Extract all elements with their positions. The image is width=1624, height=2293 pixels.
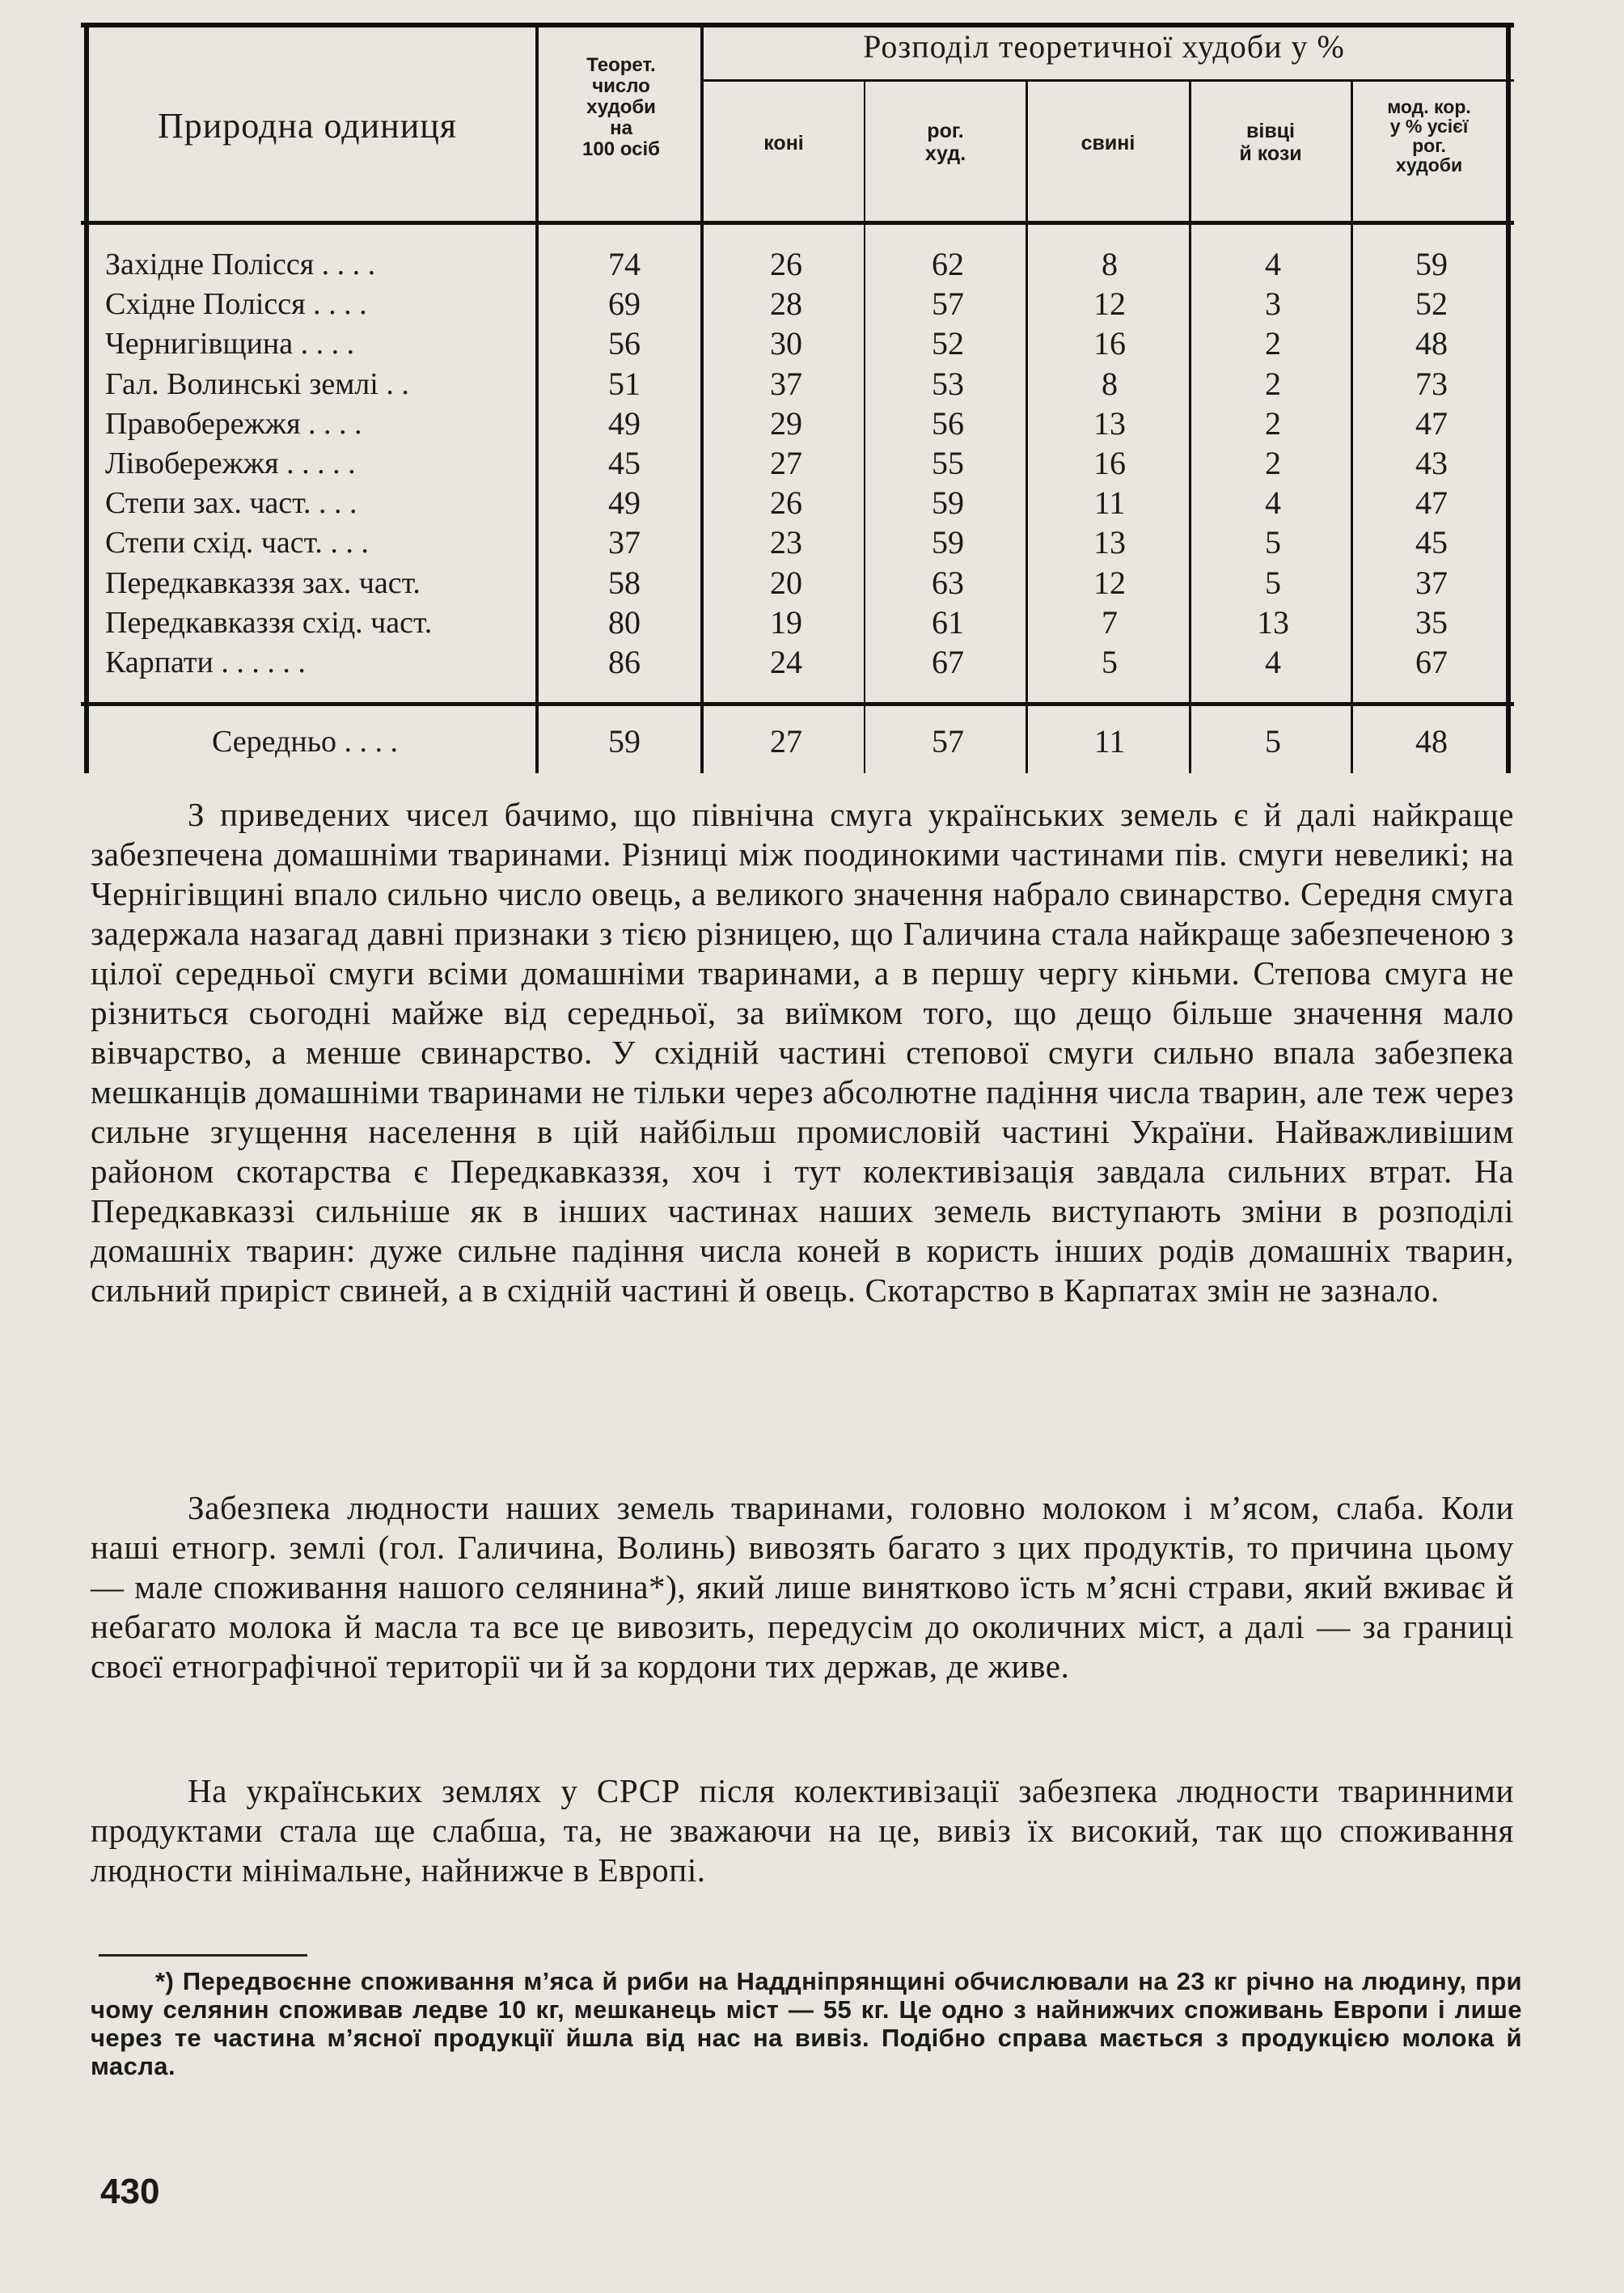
table-cell: 2 bbox=[1265, 404, 1281, 442]
header-cattle bbox=[867, 120, 1024, 165]
table-distribution-rule bbox=[702, 79, 1514, 82]
table-cell: 56 bbox=[608, 325, 641, 362]
table-cell: 53 bbox=[932, 365, 964, 402]
table-cell: 4 bbox=[1265, 484, 1281, 522]
table-cell: 59 bbox=[932, 524, 964, 561]
table-cell: 29 bbox=[770, 404, 802, 442]
table-row-label: Правобережжя . . . . bbox=[105, 406, 362, 441]
table-cell: 35 bbox=[1415, 603, 1448, 641]
table-cell: 13 bbox=[1257, 603, 1289, 641]
header-line: число bbox=[592, 75, 650, 97]
average-label: Середньо . . . . bbox=[212, 725, 399, 759]
average-cell: 48 bbox=[1415, 723, 1448, 759]
table-cell: 69 bbox=[608, 286, 641, 323]
table-cell: 63 bbox=[932, 564, 964, 601]
table-cell: 55 bbox=[932, 445, 964, 481]
table-cell: 67 bbox=[1415, 644, 1448, 680]
paragraph-2: Забезпека людности наших земель тваринами, головно молоком і м’ясом, слаба. Коли наші етногр. землі (гол. Галичина, Волинь) вивозять багато з цих продуктів, то причина цьому — мале споживання нашого селянина*), який лише винятково їсть м’ясні страви, який вживає й небагато молока й масла та все це вивозить, передусім до околичних міст, а далі — за границі своєї етнографічної території чи й за кордони тих держав, де живе. bbox=[91, 1489, 1514, 1685]
table-cell: 2 bbox=[1265, 325, 1281, 362]
table-col-divider bbox=[864, 79, 865, 773]
header-theoretical bbox=[543, 55, 699, 160]
table-cell: 37 bbox=[770, 365, 802, 402]
header-line: рог. bbox=[927, 120, 964, 142]
table-cell: 49 bbox=[608, 404, 641, 442]
page-number: 430 bbox=[100, 2172, 160, 2211]
table-cell: 80 bbox=[608, 603, 641, 641]
table-cell: 52 bbox=[932, 325, 964, 362]
table-cell: 47 bbox=[1415, 404, 1448, 442]
header-line: у % усієї bbox=[1389, 116, 1469, 137]
table-cell: 24 bbox=[770, 644, 802, 680]
header-pigs bbox=[1029, 132, 1187, 154]
table-cell: 43 bbox=[1415, 445, 1448, 481]
table-cell: 49 bbox=[608, 484, 641, 522]
table-cell: 30 bbox=[770, 325, 802, 362]
header-line: й кози bbox=[1239, 142, 1302, 165]
table-row-label: Передкавказзя зах. част. bbox=[105, 565, 421, 600]
table-cell: 12 bbox=[1093, 286, 1126, 323]
header-line: худ. bbox=[924, 142, 966, 165]
table-cell: 2 bbox=[1265, 445, 1281, 481]
table-cell: 57 bbox=[932, 286, 964, 323]
table-row-label: Східне Полісся . . . . bbox=[105, 287, 367, 322]
paragraph-3: На українських землях у СРСР після колективізації забезпека людности тваринними продуктами стала ще слабша, та, не зважаючи на це, вивіз їх високий, так що споживання людности мінімальне, найнижче в Европі. bbox=[91, 1772, 1514, 1889]
table-cell: 4 bbox=[1265, 246, 1281, 282]
table-right-border bbox=[1506, 24, 1511, 773]
table-cell: 28 bbox=[770, 286, 802, 323]
table-cell: 47 bbox=[1415, 484, 1448, 522]
header-line: свині bbox=[1081, 132, 1136, 154]
table-cell: 12 bbox=[1093, 564, 1126, 601]
table-col-divider bbox=[700, 24, 704, 773]
table-cell: 52 bbox=[1415, 286, 1448, 323]
table-cell: 26 bbox=[770, 484, 802, 522]
table-cell: 73 bbox=[1415, 365, 1448, 402]
table-cell: 51 bbox=[608, 365, 641, 402]
table-cell: 5 bbox=[1265, 524, 1281, 561]
table-cell: 62 bbox=[932, 246, 964, 282]
table-cell: 11 bbox=[1093, 484, 1126, 522]
table-cell: 16 bbox=[1093, 445, 1126, 481]
header-line: рог. bbox=[1412, 135, 1446, 156]
footnote-divider bbox=[99, 1954, 307, 1957]
header-line: мод. кор. bbox=[1387, 96, 1471, 117]
header-line: на bbox=[610, 117, 632, 139]
paragraph-1: З приведених чисел бачимо, що північна смуга українських земель є й далі найкраще забезпечена домашніми тваринами. Різниці між поодинокими частинами пів. смуги невеликі; на Чернігівщині впало сильно число овець, а великого значення набрало свинарство. Середня смуга задержала назагад давні признаки з тією різницею, що Галичина стала найкраще забезпеченою з цілої середньої смуги всіми домашніми тваринами, а в першу чергу кіньми. Степова смуга не різниться сьогодні майже від середньої, за виїмком того, що дещо більше значення мало вівчарство, а менше свинарство. У східній частині степової смуги сильно впала забезпека мешканців домашніми тваринами не тільки через абсолютне падіння числа тварин, але теж через сильне згущення населення в цій найбільш промисловій частині України. Найважливішим районом скотарства є Передкавказзя, хоч і тут колективізація завдала сильних втрат. На Передкавказзі сильніше як в інших частинах наших земель виступають зміни в розподілі домашніх тварин: дуже сильне падіння числа коней в користь інших родів домашніх тварин, сильний приріст свиней, а в східній частині й овець. Скотарство в Карпатах змін не зазнало. bbox=[91, 796, 1514, 1309]
average-cell: 27 bbox=[770, 723, 802, 759]
table-cell: 37 bbox=[608, 524, 641, 561]
table-cell: 2 bbox=[1265, 365, 1281, 402]
average-cell: 5 bbox=[1265, 723, 1281, 759]
table-cell: 67 bbox=[932, 644, 964, 680]
table-cell: 59 bbox=[932, 484, 964, 522]
table-average-rule bbox=[81, 702, 1514, 706]
header-line: худоби bbox=[586, 96, 656, 118]
table-cell: 61 bbox=[932, 603, 964, 641]
table-row-label: Карпати . . . . . . bbox=[105, 645, 306, 679]
table-row-label: Степи зах. част. . . . bbox=[105, 486, 357, 521]
table-cell: 5 bbox=[1102, 644, 1118, 680]
average-cell: 59 bbox=[608, 723, 641, 759]
table-row-label: Степи схід. част. . . . bbox=[105, 526, 369, 561]
table-cell: 37 bbox=[1415, 564, 1448, 601]
table-cell: 5 bbox=[1265, 564, 1281, 601]
table-cell: 20 bbox=[770, 564, 802, 601]
header-line: 100 осіб bbox=[582, 138, 660, 160]
table-header-rule bbox=[81, 221, 1514, 225]
table-col-divider bbox=[1026, 79, 1028, 773]
header-line: вівці bbox=[1246, 120, 1295, 142]
table-cell: 19 bbox=[770, 603, 802, 641]
table-cell: 86 bbox=[608, 644, 641, 680]
table-row-label: Чернигівщина . . . . bbox=[105, 327, 355, 362]
table-row-label: Передкавказзя схід. част. bbox=[105, 605, 433, 640]
table-cell: 45 bbox=[1415, 524, 1448, 561]
table-col-divider bbox=[1351, 79, 1353, 773]
table-cell: 48 bbox=[1415, 325, 1448, 362]
table-cell: 26 bbox=[770, 246, 802, 282]
average-cell: 11 bbox=[1093, 723, 1126, 759]
table-cell: 8 bbox=[1102, 365, 1118, 402]
table-cell: 3 bbox=[1265, 286, 1281, 323]
header-line: Теорет. bbox=[586, 54, 656, 76]
table-cell: 4 bbox=[1265, 644, 1281, 680]
table-cell: 7 bbox=[1102, 603, 1118, 641]
table-col-divider bbox=[1189, 79, 1191, 773]
footnote: *) Передвоєнне споживання м’яса й риби на Наддніпрянщині обчислювали на 23 кг річно на людину, при чому селянин споживав ледве 10 кг, мешканець міст — 55 кг. Це одно з найнижчих споживань Европи і лише через те частина м’ясної продукції йшла від нас на вивіз. Подібно справа мається з продукцією молока й масла. bbox=[91, 1967, 1522, 2080]
table-cell: 13 bbox=[1093, 404, 1126, 442]
table-cell: 58 bbox=[608, 564, 641, 601]
table-cell: 45 bbox=[608, 445, 641, 481]
header-distribution: Розподіл теоретичної худоби у % bbox=[863, 28, 1345, 65]
header-line: худоби bbox=[1395, 154, 1463, 176]
table-cell: 23 bbox=[770, 524, 802, 561]
table-cell: 59 bbox=[1415, 246, 1448, 282]
header-sheep bbox=[1192, 120, 1349, 165]
table-cell: 74 bbox=[608, 246, 641, 282]
table-cell: 8 bbox=[1102, 246, 1118, 282]
header-milk-cows bbox=[1354, 97, 1504, 175]
table-cell: 56 bbox=[932, 404, 964, 442]
table-cell: 16 bbox=[1093, 325, 1126, 362]
header-horses bbox=[705, 132, 862, 154]
average-cell: 57 bbox=[932, 723, 964, 759]
table-cell: 13 bbox=[1093, 524, 1126, 561]
table-row-label: Лівобережжя . . . . . bbox=[105, 446, 356, 480]
header-region: Природна одиниця bbox=[157, 106, 458, 146]
header-line: коні bbox=[763, 132, 804, 154]
table-row-label: Західне Полісся . . . . bbox=[105, 247, 376, 281]
table-cell: 27 bbox=[770, 445, 802, 481]
table-row-label: Гал. Волинські землі . . bbox=[105, 366, 409, 401]
